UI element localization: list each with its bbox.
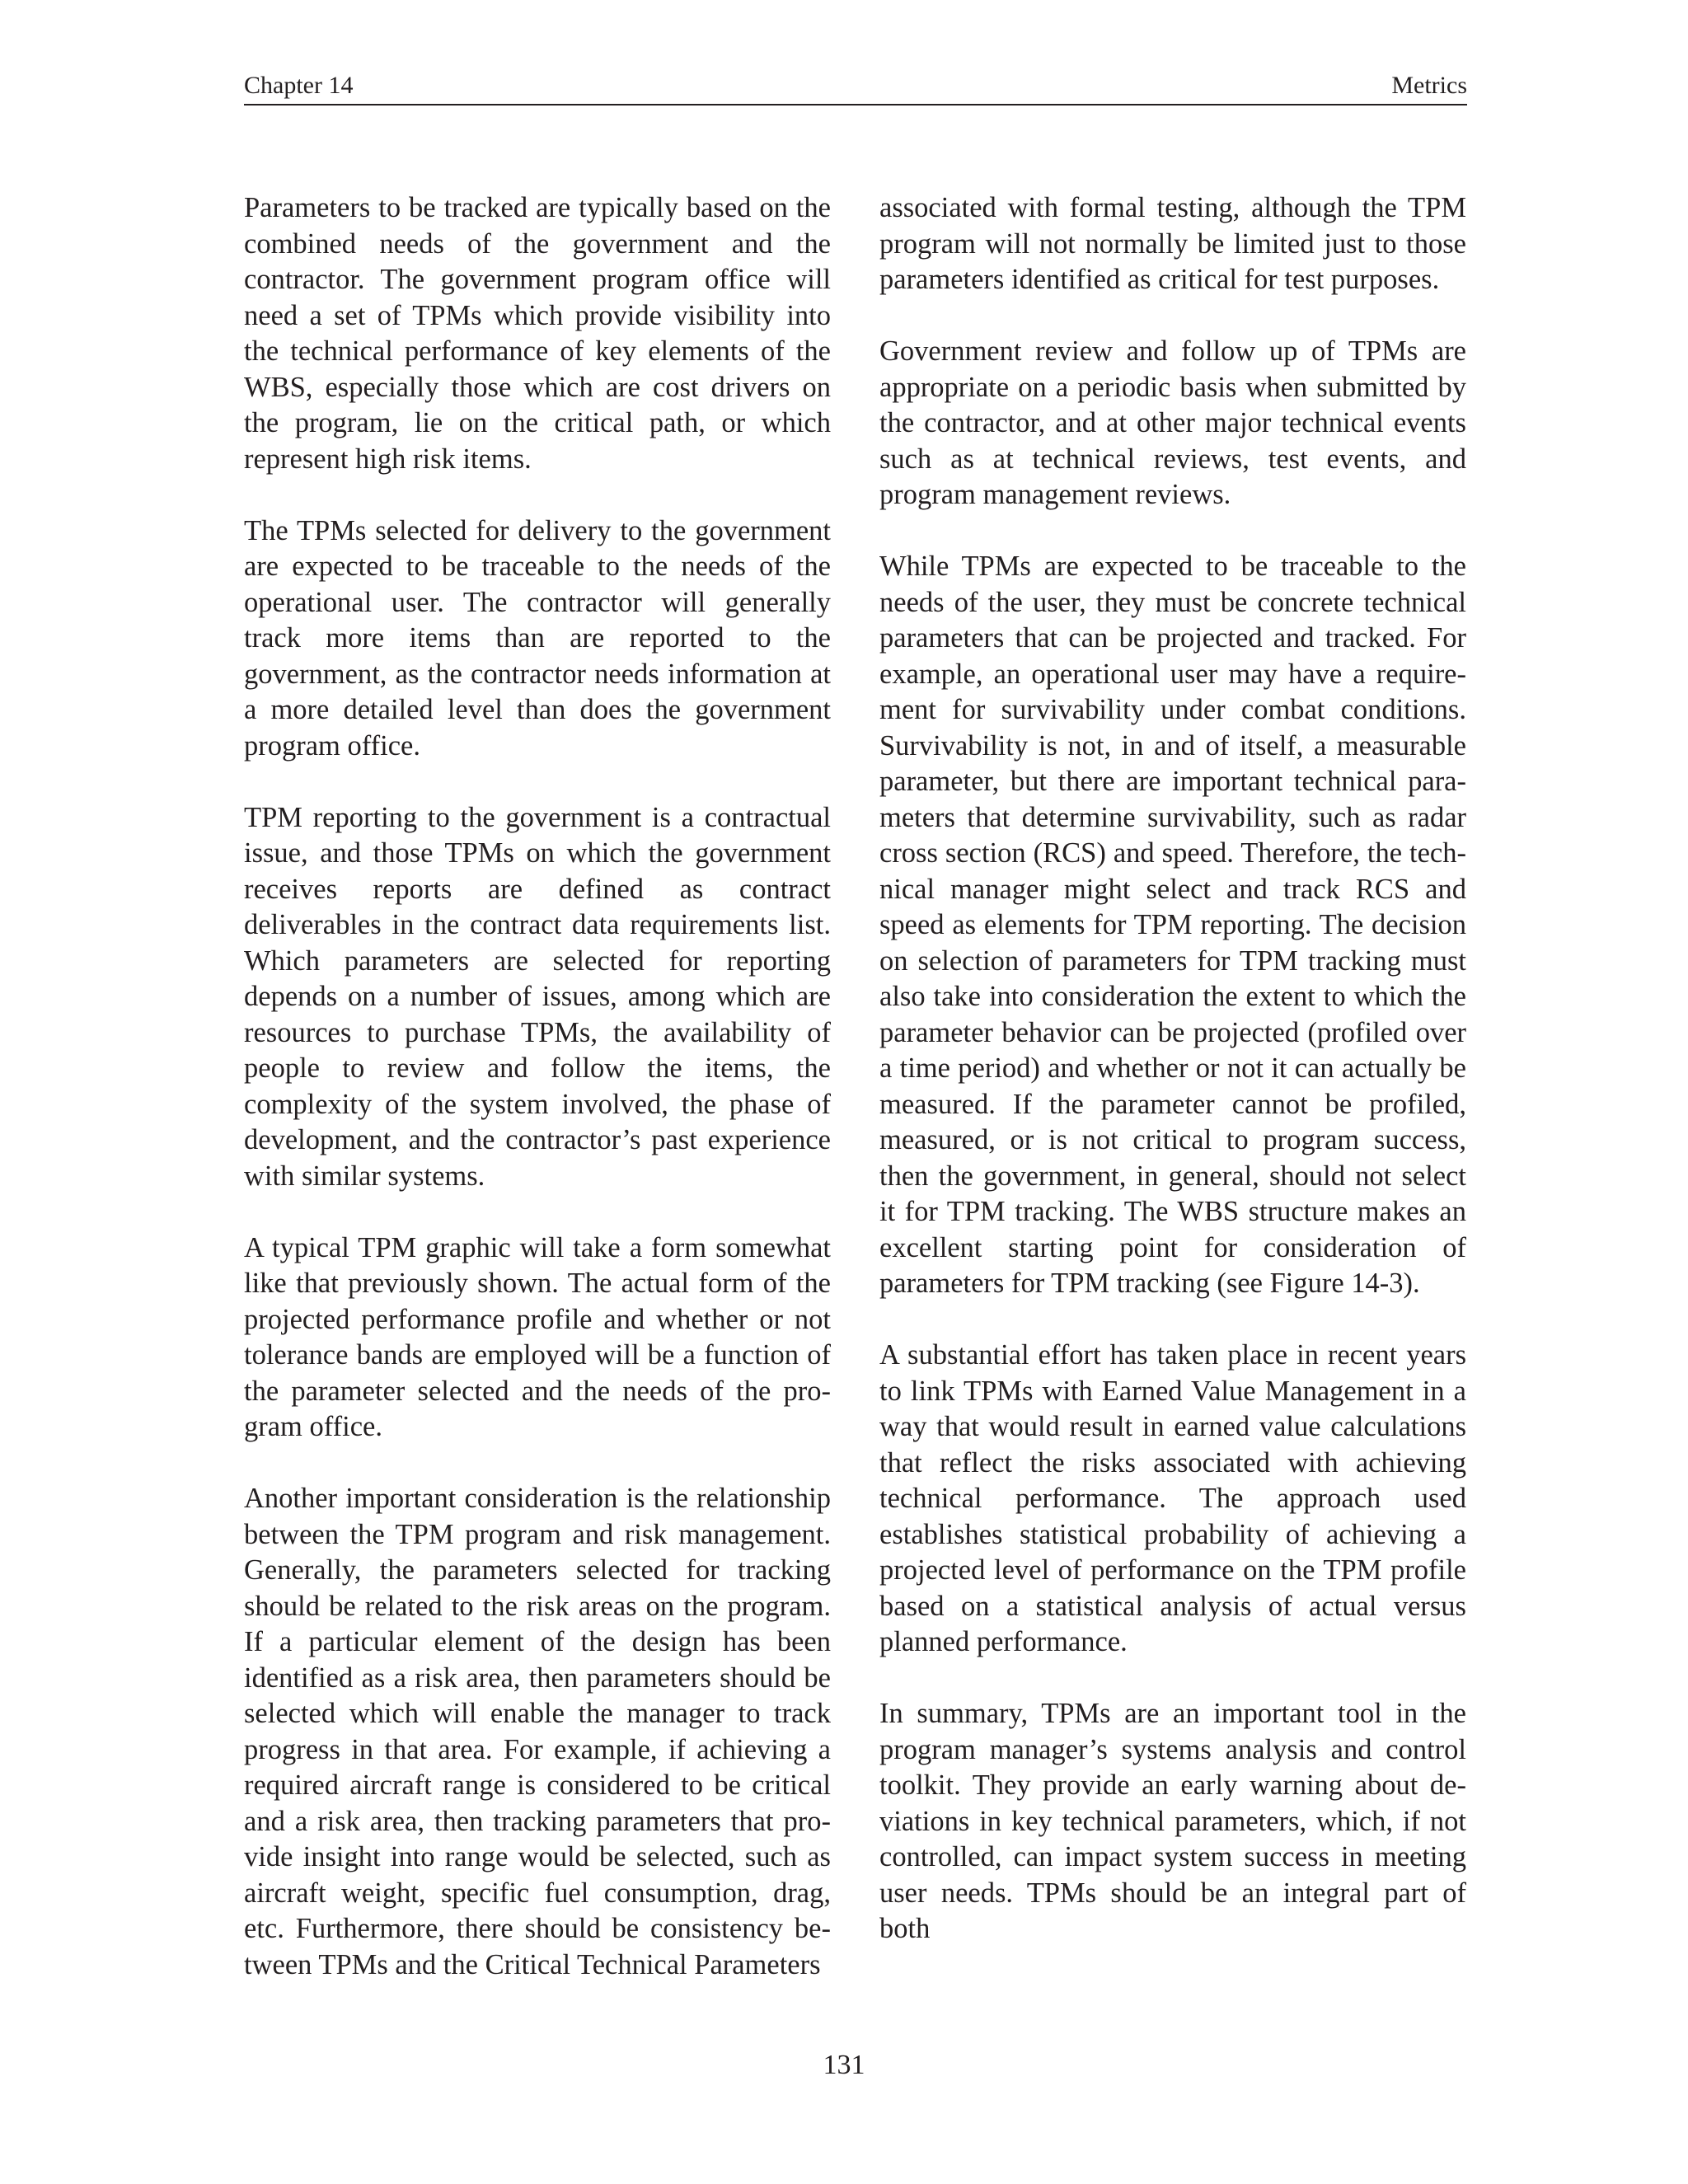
paragraph-right-5: In summary, TPMs are an important tool in the program manager’s systems analysis and control toolkit. They provide an early warning about deviations in key technical parameters, which, if not controlled, can impact system success in meeting user needs. TPMs should be an integral part of both: [879, 1698, 1466, 1944]
paragraph-right-1: associated with formal testing, although the TPM program will not normally be limited just to those parameters identified as critical for test purposes.: [879, 192, 1466, 295]
section-label: Metrics: [1391, 72, 1467, 99]
paragraph-left-3: TPM reporting to the government is a contractual issue, and those TPMs on which the government receives reports are defined as contract deliverables in the contract data requirements list. Which parameters are selected for reporting depends on a number of issues, among which are resources to purchase TPMs, the availability of people to review and follow the items, the complexity of the system involved, the phase of development, and the contractor’s past experience with similar systems.: [244, 801, 831, 1192]
chapter-label: Chapter 14: [244, 72, 354, 99]
paragraph-left-4: A typical TPM graphic will take a form somewhat like that previously shown. The actual form of the projected performance profile and whether or not tolerance bands are employed will be a function of the parameter selected and the needs of the program office.: [244, 1231, 831, 1442]
paragraph-right-4: A substantial effort has taken place in recent years to link TPMs with Earned Value Management in a way that would result in earned value calculations that reflect the risks associated with achieving technical performance. The approach used establishes statistical probability of achieving a projected level of performance on the TPM profile based on a statistical analysis of actual versus planned performance.: [879, 1339, 1466, 1657]
paragraph-left-1: Parameters to be tracked are typically based on the combined needs of the government and the contractor. The government program office will need a set of TPMs which provide visibility into the technical performance of key elements of the WBS, especially those which are cost drivers on the program, lie on the critical path, or which represent high risk items.: [244, 192, 831, 475]
right-column: [879, 190, 1466, 1983]
paragraph-right-2: Government review and follow up of TPMs are appropriate on a periodic basis when submitted by the contractor, and at other major technical events such as at technical reviews, test events, and program management reviews.: [879, 335, 1466, 510]
paragraph-right-3: While TPMs are expected to be traceable to the needs of the user, they must be concrete technical parameters that can be projected and tracked. For example, an operational user may have a requirement for survivability under combat conditions. Survivability is not, in and of itself, a measurable parameter, but there are important technical parameters that determine survivability, such as radar cross section (RCS) and speed. Therefore, the technical manager might select and track RCS and speed as elements for TPM reporting. The decision on selection of parameters for TPM tracking must also take into consideration the extent to which the parameter behavior can be projected (profiled over a time period) and whether or not it can actually be measured. If the parameter cannot be profiled, measured, or is not critical to program success, then the government, in general, should not select it for TPM tracking. The WBS structure makes an excellent starting point for consideration of parameters for TPM tracking (see Figure 14-3).: [879, 551, 1466, 1299]
running-header: [244, 68, 1467, 105]
left-column: [244, 190, 831, 2019]
paragraph-left-2: The TPMs selected for delivery to the government are expected to be traceable to the needs of the operational user. The contractor will generally track more items than are reported to the government, as the contractor needs information at a more detailed level than does the government program office.: [244, 514, 831, 762]
page-number: 131: [823, 2050, 865, 2080]
paragraph-left-5: Another important consideration is the relationship between the TPM program and risk management. Generally, the parameters selected for tracking should be related to the risk areas on the program. If a particular element of the design has been identified as a risk area, then parameters should be selected which will enable the manager to track progress in that area. For example, if achieving a required aircraft range is considered to be critical and a risk area, then tracking parameters that provide insight into range would be selected, such as aircraft weight, specific fuel consumption, drag, etc. Furthermore, there should be consistency between TPMs and the Critical Technical Parameters: [244, 1483, 831, 1980]
